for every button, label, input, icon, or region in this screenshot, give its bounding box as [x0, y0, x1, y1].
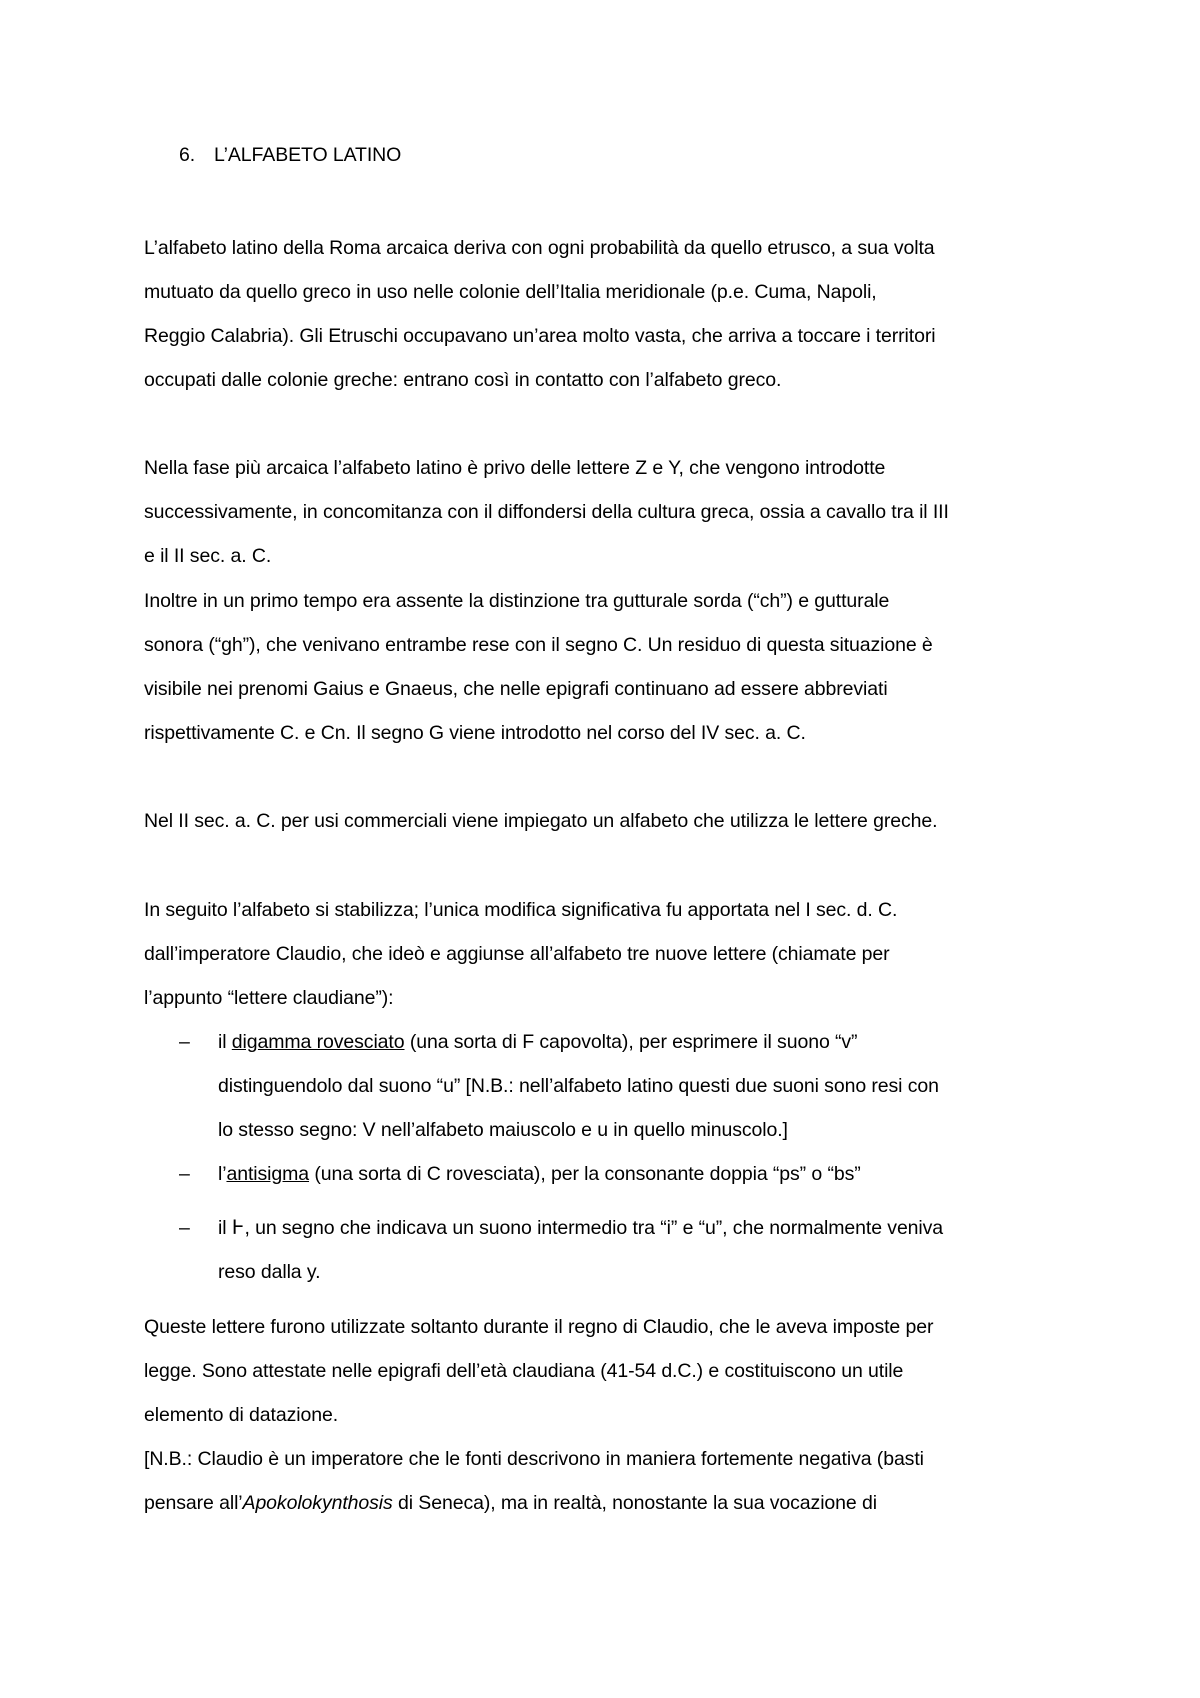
term-antisigma: antisigma [226, 1163, 310, 1185]
paragraph-commercial [144, 799, 1074, 843]
section-number: 6. [179, 144, 196, 166]
text-line: visibile nei prenomi Gaius e Gnaeus, che nelle epigrafi continuano ad essere abbreviati [144, 678, 888, 700]
paragraph-z-y-letters [144, 446, 1074, 578]
text-span: (una sorta di C rovesciata), per la consonante doppia “ps” o “bs” [309, 1163, 861, 1185]
text-line: Reggio Calabria). Gli Etruschi occupavano un’area molto vasta, che arriva a toccare i territori [144, 325, 936, 347]
text-line: L’alfabeto latino della Roma arcaica deriva con ogni probabilità da quello etrusco, a sua volta [144, 237, 935, 259]
text-line: [N.B.: Claudio è un imperatore che le fonti descrivono in maniera fortemente negativa (basti [144, 1448, 924, 1470]
text-line: mutuato da quello greco in uso nelle colonie dell’Italia meridionale (p.e. Cuma, Napoli, [144, 281, 877, 303]
text-line: distinguendolo dal suono “u” [N.B.: nell’alfabeto latino questi due suoni sono resi con [218, 1075, 939, 1097]
text-line: rispettivamente C. e Cn. Il segno G viene introdotto nel corso del IV sec. a. C. [144, 722, 806, 744]
text-line: Queste lettere furono utilizzate soltanto durante il regno di Claudio, che le aveva imposte per [144, 1316, 934, 1338]
text-line: sonora (“gh”), che venivano entrambe rese con il segno C. Un residuo di questa situazione è [144, 634, 933, 656]
text-line: e il II sec. a. C. [144, 545, 272, 567]
section-heading [179, 144, 401, 167]
text-span: il [218, 1031, 232, 1053]
text-line: occupati dalle colonie greche: entrano così in contatto con l’alfabeto greco. [144, 369, 782, 391]
claudian-letters-list [144, 1020, 1074, 1294]
text-line: In seguito l’alfabeto si stabilizza; l’unica modifica significativa fu apportata nel I sec. d. C. [144, 899, 898, 921]
term-digamma: digamma rovesciato [231, 1031, 405, 1053]
text-line: l’appunto “lettere claudiane”): [144, 987, 394, 1009]
list-item [144, 1020, 1074, 1152]
paragraph-note-claudio [144, 1437, 1074, 1525]
dash-bullet: – [179, 1217, 190, 1239]
text-span: (una sorta di F capovolta), per esprimere il suono “v” [404, 1031, 858, 1053]
text-line: il Ͱ, un segno che indicava un suono intermedio tra “i” e “u”, che normalmente veniva [218, 1217, 944, 1239]
text-span: di Seneca), ma in realtà, nonostante la sua vocazione di [392, 1492, 877, 1514]
text-line: successivamente, in concomitanza con il diffondersi della cultura greca, ossia a cavallo tra il III [144, 501, 949, 523]
text-span: pensare all’ [144, 1492, 243, 1514]
text-span: l’ [218, 1163, 227, 1185]
text-line: Inoltre in un primo tempo era assente la distinzione tra gutturale sorda (“ch”) e gutturale [144, 590, 890, 612]
text-line: legge. Sono attestate nelle epigrafi dell’età claudiana (41-54 d.C.) e costituiscono un utile [144, 1360, 904, 1382]
text-line: lo stesso segno: V nell’alfabeto maiuscolo e u in quello minuscolo.] [218, 1119, 788, 1141]
list-item [144, 1152, 1074, 1196]
list-item [144, 1206, 1074, 1294]
section-title: L’ALFABETO LATINO [214, 144, 402, 166]
paragraph-claudian-letters [144, 888, 1074, 1020]
work-title: Apokolokynthosis [242, 1492, 393, 1514]
text-line: dall’imperatore Claudio, che ideò e aggiunse all’alfabeto tre nuove lettere (chiamate per [144, 943, 890, 965]
paragraph-usage [144, 1305, 1074, 1437]
text-line [218, 1020, 1074, 1064]
text-line: elemento di datazione. [144, 1404, 339, 1426]
dash-bullet: – [179, 1163, 190, 1185]
dash-bullet: – [179, 1031, 190, 1053]
text-line: reso dalla y. [218, 1261, 321, 1283]
paragraph-gutturals [144, 579, 1074, 755]
text-line [144, 1481, 1074, 1525]
paragraph-origins [144, 226, 1074, 402]
text-line: Nel II sec. a. C. per usi commerciali viene impiegato un alfabeto che utilizza le lettere greche. [144, 810, 938, 832]
text-line: Nella fase più arcaica l’alfabeto latino è privo delle lettere Z e Y, che vengono introdotte [144, 457, 886, 479]
text-line [218, 1152, 1074, 1196]
